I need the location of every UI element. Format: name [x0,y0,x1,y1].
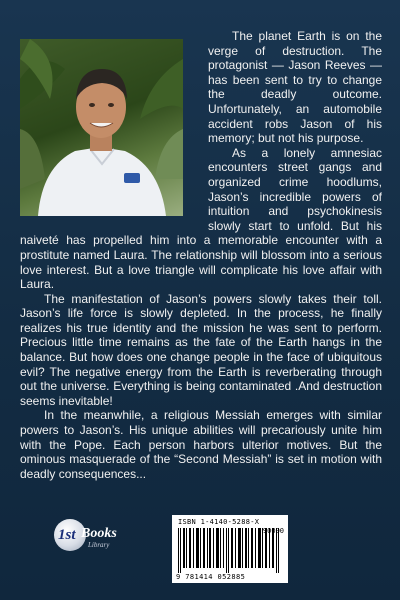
synopsis-text [20,29,382,481]
publisher-logo-sub: Library [88,541,110,549]
publisher-logo-word: Books [81,526,117,541]
ean-digits: 9 781414 052885 [176,573,246,581]
price-code: 90000 [262,527,284,535]
paragraph-3: The manifestation of Jason’s powers slowly takes their toll. Jason’s life force is slowly depleted. In the process, he finally realizes his true identity and the mission he was sent to perform. Precious little time remains as the fate of the Earth hangs in the balance. But how does one change people in the face of ubiquitous evil? The negative energy from the Earth is reverberating through out the universe. Everything is being contaminated .And destruction seems inevitable! [20,291,382,408]
paragraph-4: In the meanwhile, a religious Messiah emerges with similar powers to Jason’s. His unique abilities will precariously unite him with the Pope. Each person harbors ulterior motives. But the ominous masquerade of the “Second Messiah” is set in motion with deadly consequences... [20,408,382,481]
photo-spacer [20,29,208,219]
paragraph-1-text: The planet Earth is on the verge of destruction. The protagonist — Jason Reeves — has been sent to try to change the deadly outcome. Unfortunately, an automobile accident robs Jason of his memory; but not his purpose. [208,29,382,146]
isbn-text: ISBN 1-4140-5288-X [178,518,260,526]
paragraph-2: As a lonely amnesiac encounters street gangs and organized crime hoodlums, Jason’s incredible powers of intuition and psychokinesis slowly start to unfold. But his naiveté has propelled him into a memorable encounter with a prostitute named Laura. The relationship will blossom into a serious love interest. But a love triangle will complicate his love affair with Laura. [20,145,382,292]
publisher-logo [54,519,118,551]
barcode-box [172,515,288,583]
publisher-logo-number: 1st [58,527,76,543]
